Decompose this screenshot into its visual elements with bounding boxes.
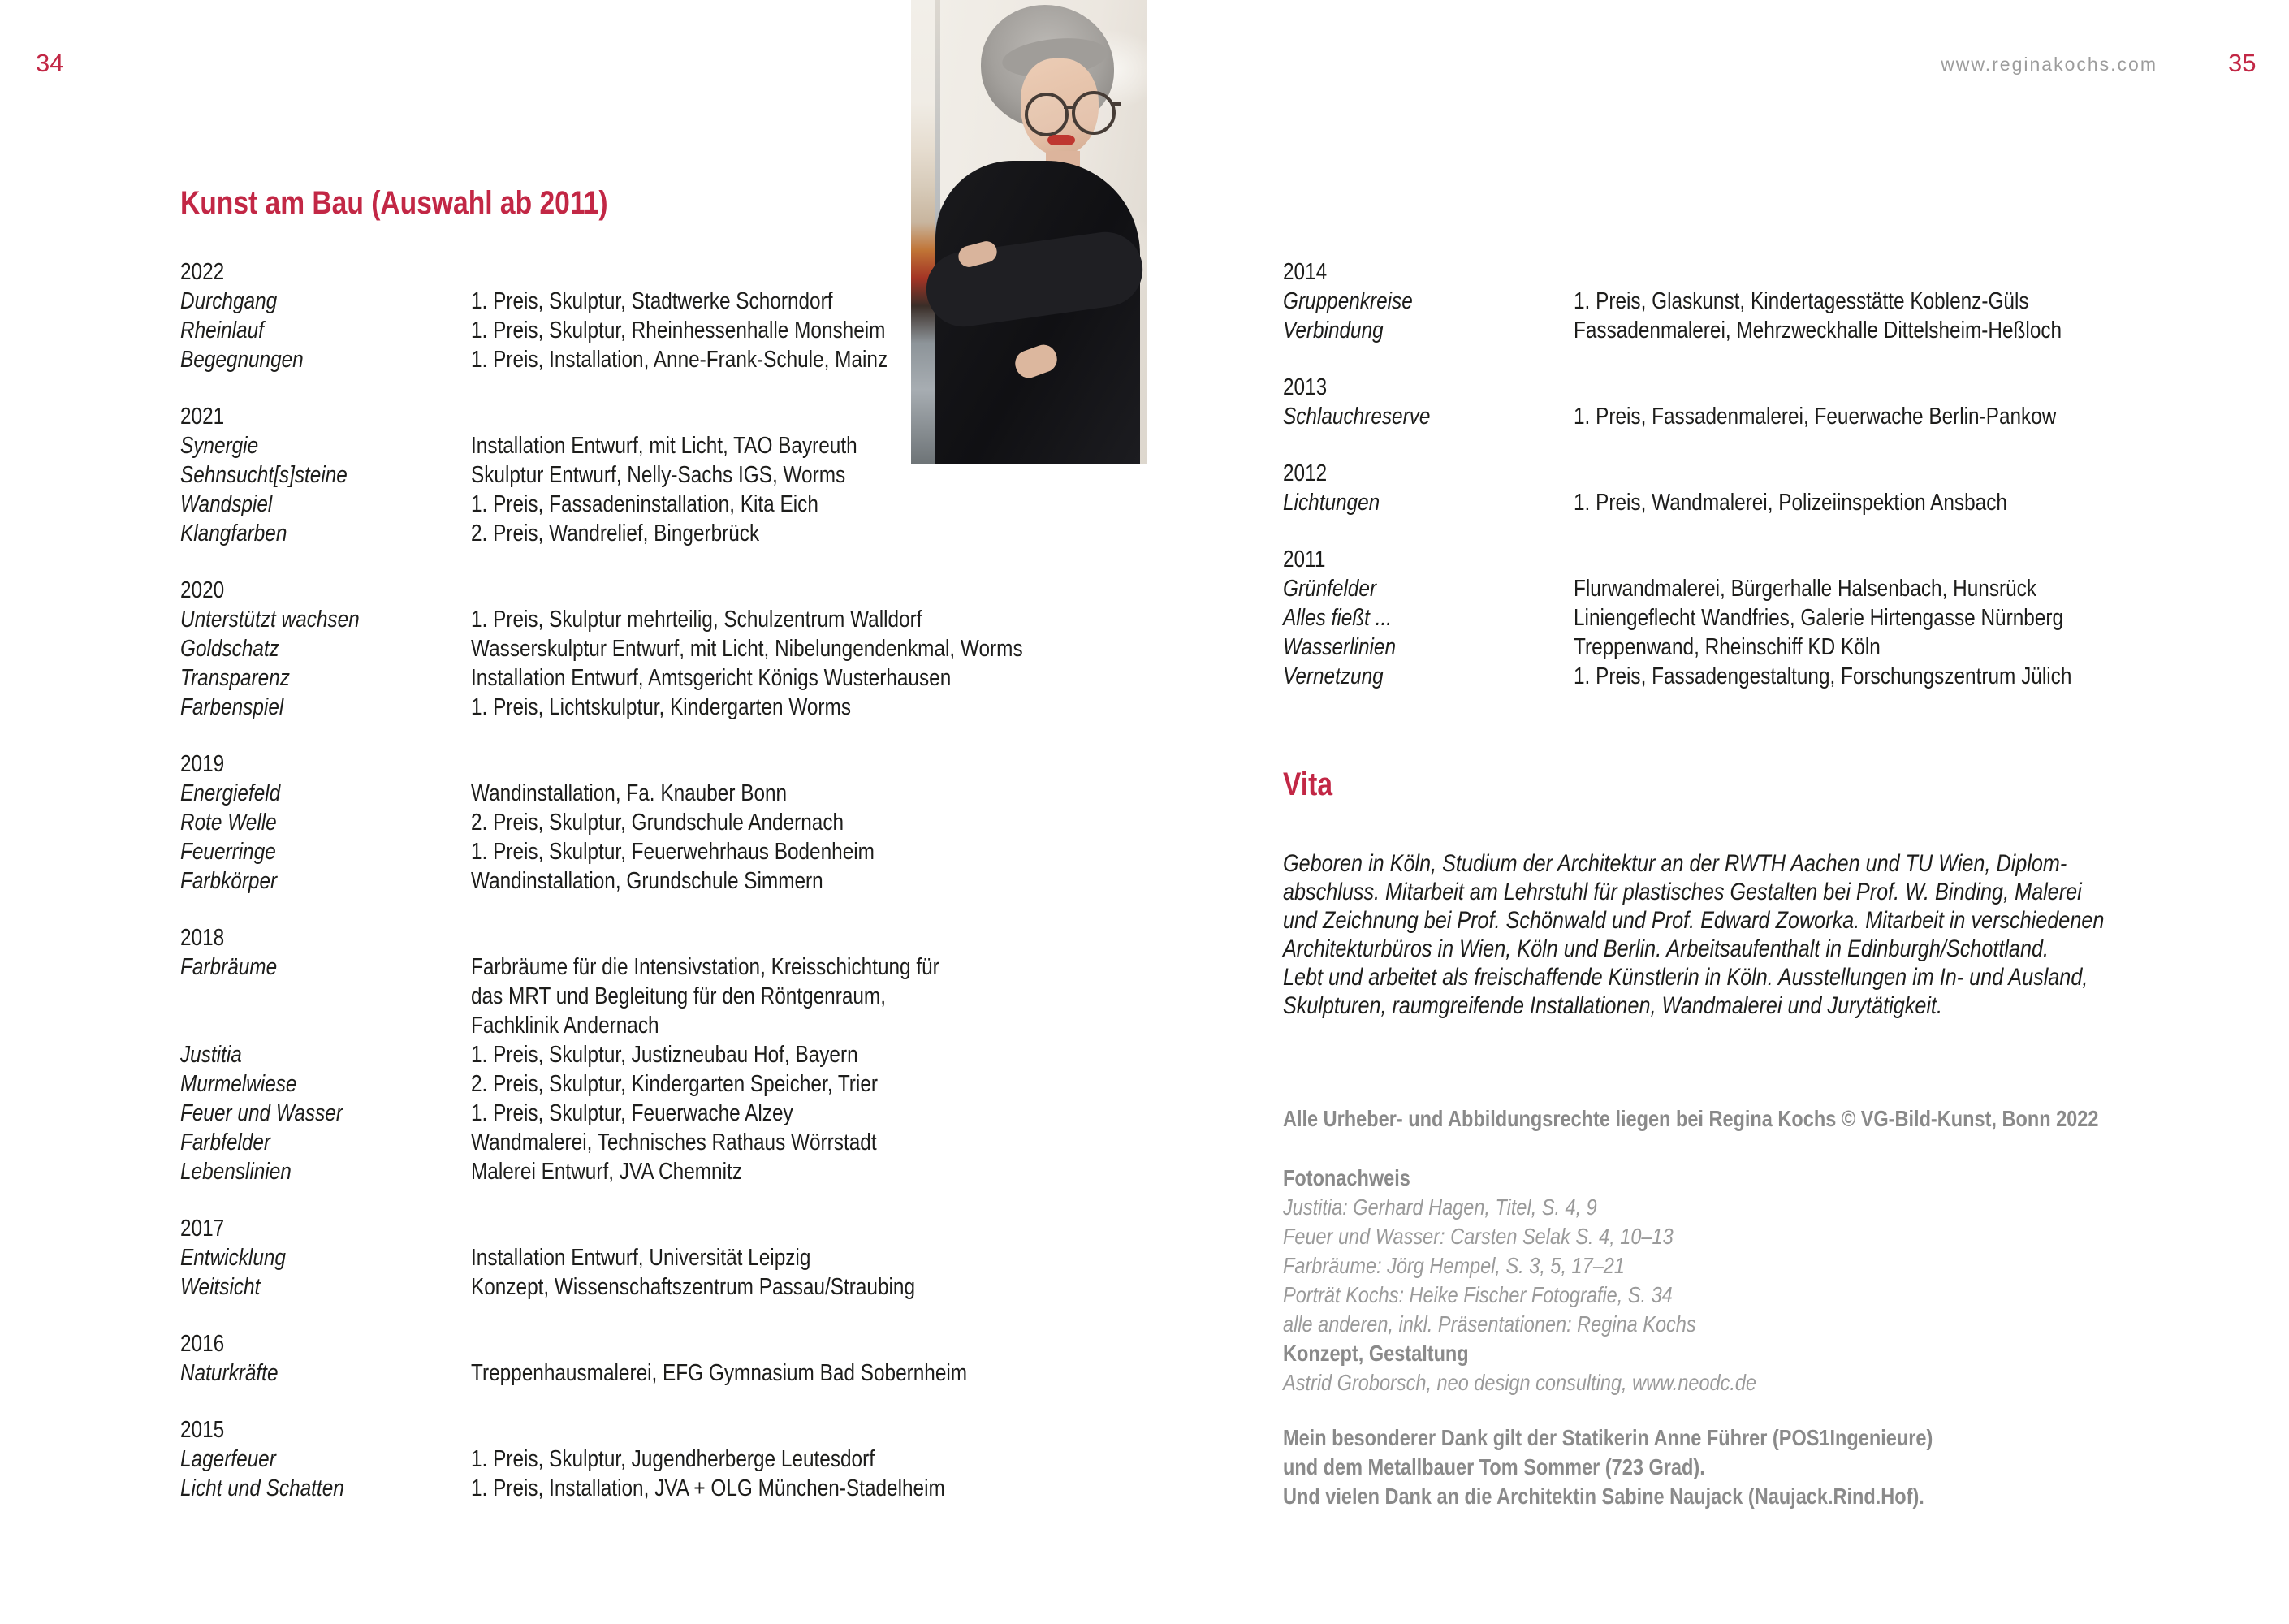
text-line: Skulpturen, raumgreifende Installationen, Wandmalerei und Jurytätigkeit. [1283, 992, 1942, 1019]
work-description [471, 1128, 1128, 1157]
copyright-line [1283, 1104, 2254, 1134]
glasses-left-lens [1025, 93, 1069, 136]
work-description-line: 1. Preis, Lichtskulptur, Kindergarten Worms [471, 694, 852, 720]
work-title: Murmelwiese [180, 1071, 297, 1097]
year-section-2018 [180, 923, 1128, 1186]
list-item [180, 1128, 1128, 1157]
work-description-line: 1. Preis, Installation, JVA + OLG München-Stadelheim [471, 1475, 945, 1501]
work-title: Rheinlauf [180, 317, 264, 343]
list-item [180, 490, 1128, 519]
work-title: Begegnungen [180, 347, 304, 373]
year-label: 2016 [180, 1331, 225, 1357]
work-description [1574, 603, 2166, 633]
work-title: Transparenz [180, 665, 290, 691]
work-title: Synergie [180, 433, 259, 459]
list-item [180, 952, 1128, 1040]
year-label: 2015 [180, 1417, 225, 1443]
work-description [1574, 662, 2166, 691]
konzept-heading: Konzept, Gestaltung [1283, 1341, 1469, 1366]
text-line: Architekturbüros in Wien, Köln und Berlin. Arbeitsaufenthalt in Edinburgh/Schottland. [1283, 935, 2049, 962]
work-description-line: Wandinstallation, Grundschule Simmern [471, 868, 823, 894]
work-description [471, 634, 1128, 663]
work-title: Farbfelder [180, 1129, 271, 1155]
work-description [471, 779, 1128, 808]
credits-block [1283, 1164, 1846, 1397]
text-line: und Zeichnung bei Prof. Schönwald und Prof. Edward Zoworka. Mitarbeit in verschiedenen [1283, 907, 2105, 934]
work-description [471, 1069, 1128, 1099]
work-title: Sehnsucht[s]steine [180, 462, 348, 488]
text-line: alle anderen, inkl. Präsentationen: Regina Kochs [1283, 1311, 1696, 1337]
work-description [471, 1099, 1128, 1128]
list-item [180, 460, 1128, 490]
page-title: Kunst am Bau (Auswahl ab 2011) [180, 185, 608, 221]
work-title: Feuerringe [180, 839, 276, 865]
work-title: Alles fießt ... [1283, 605, 1393, 631]
year-section-2019 [180, 749, 1128, 896]
list-item [180, 1474, 1128, 1503]
list-item [180, 431, 1128, 460]
list-item [180, 316, 1128, 345]
work-title: Durchgang [180, 288, 278, 314]
list-item [180, 1069, 1128, 1099]
year-label: 2019 [180, 751, 225, 777]
year-label: 2022 [180, 259, 225, 285]
text-line: Farbräume: Jörg Hempel, S. 3, 5, 17–21 [1283, 1253, 1625, 1278]
work-description [471, 460, 1128, 490]
work-description [471, 1474, 1128, 1503]
work-title: Lagerfeuer [180, 1446, 276, 1472]
work-description [1574, 488, 2166, 517]
page-number-left: 34 [36, 49, 64, 77]
list-item [180, 519, 1128, 548]
work-description [471, 490, 1128, 519]
year-label: 2020 [180, 577, 225, 603]
work-title: Klangfarben [180, 520, 287, 546]
work-title: Verbindung [1283, 317, 1384, 343]
year-section-2011 [1283, 545, 2166, 691]
work-description-line: 1. Preis, Skulptur, Feuerwache Alzey [471, 1100, 793, 1126]
work-description-line: 1. Preis, Fassadengestaltung, Forschungszentrum Jülich [1574, 663, 2072, 689]
kunst-am-bau-list [180, 257, 1128, 1503]
page-number-right: 35 [2228, 49, 2257, 77]
work-title: Schlauchreserve [1283, 404, 1431, 430]
work-description [471, 605, 1128, 634]
work-description [471, 431, 1128, 460]
year-section-2016 [180, 1329, 1128, 1388]
work-title: Farbräume [180, 954, 278, 980]
work-description-line: 1. Preis, Fassadeninstallation, Kita Eich [471, 491, 818, 517]
work-description [471, 519, 1128, 548]
year-section-2021 [180, 402, 1128, 548]
list-item [180, 1157, 1128, 1186]
work-description [471, 1243, 1128, 1272]
work-title: Feuer und Wasser [180, 1100, 343, 1126]
work-description-line: 1. Preis, Skulptur, Jugendherberge Leutesdorf [471, 1446, 875, 1472]
konzept-credit [1283, 1368, 1846, 1397]
year-section-2017 [180, 1214, 1128, 1302]
work-description-line: Treppenhausmalerei, EFG Gymnasium Bad Sobernheim [471, 1360, 968, 1386]
vita-heading: Vita [1283, 767, 1333, 802]
year-label: 2021 [180, 404, 225, 430]
work-title: Lichtungen [1283, 490, 1380, 516]
list-item [1283, 402, 2166, 431]
work-description [471, 663, 1128, 693]
work-description-line: 1. Preis, Skulptur, Feuerwehrhaus Bodenheim [471, 839, 875, 865]
year-label: 2018 [180, 925, 225, 951]
work-description-line: Fachklinik Andernach [471, 1013, 659, 1039]
list-item [1283, 574, 2166, 603]
work-description-line: Wandmalerei, Technisches Rathaus Wörrstadt [471, 1129, 877, 1155]
thanks-block [1283, 1423, 2057, 1511]
work-title: Weitsicht [180, 1274, 261, 1300]
text-line: Astrid Groborsch, neo design consulting, www.neodc.de [1283, 1370, 1757, 1395]
list-item [1283, 662, 2166, 691]
work-description-line: 1. Preis, Skulptur mehrteilig, Schulzentrum Walldorf [471, 607, 922, 633]
work-description-line: Fassadenmalerei, Mehrzweckhalle Dittelsheim-Heßloch [1574, 317, 2062, 343]
work-description-line: 2. Preis, Wandrelief, Bingerbrück [471, 520, 760, 546]
list-item [1283, 488, 2166, 517]
list-item [180, 837, 1128, 866]
list-item [180, 1358, 1128, 1388]
list-item [180, 634, 1128, 663]
work-description-line: 1. Preis, Skulptur, Stadtwerke Schorndorf [471, 288, 833, 314]
work-description-line: 1. Preis, Skulptur, Justizneubau Hof, Bayern [471, 1042, 858, 1068]
work-description-line: Skulptur Entwurf, Nelly-Sachs IGS, Worms [471, 462, 846, 488]
list-item [180, 1040, 1128, 1069]
work-description [471, 1358, 1128, 1388]
text-line: abschluss. Mitarbeit am Lehrstuhl für plastisches Gestalten bei Prof. W. Binding, Malerei [1283, 879, 2082, 905]
work-description-line: 1. Preis, Skulptur, Rheinhessenhalle Monsheim [471, 317, 886, 343]
year-section-2022 [180, 257, 1128, 374]
copyright-text: Alle Urheber- und Abbildungsrechte liegen bei Regina Kochs © VG-Bild-Kunst, Bonn 2022 [1283, 1106, 2099, 1131]
lips [1047, 135, 1075, 145]
work-title: Grünfelder [1283, 576, 1377, 602]
vita-paragraph [1283, 849, 2261, 1020]
list-item [1283, 633, 2166, 662]
work-description-line: Treppenwand, Rheinschiff KD Köln [1574, 634, 1881, 660]
list-item [180, 1243, 1128, 1272]
photo-credits [1283, 1193, 1846, 1339]
year-label: 2013 [1283, 374, 1328, 400]
work-title: Gruppenkreise [1283, 288, 1413, 314]
work-title: Naturkräfte [180, 1360, 279, 1386]
work-title: Farbkörper [180, 868, 278, 894]
work-description [471, 345, 1128, 374]
work-title: Lebenslinien [180, 1159, 292, 1185]
work-description-line: 2. Preis, Skulptur, Grundschule Andernach [471, 810, 844, 836]
work-description-line: Liniengeflecht Wandfries, Galerie Hirtengasse Nürnberg [1574, 605, 2064, 631]
work-description [471, 808, 1128, 837]
work-description-line: das MRT und Begleitung für den Röntgenraum, [471, 983, 886, 1009]
website-url[interactable]: www.reginakochs.com [1941, 54, 2157, 75]
year-section-2013 [1283, 373, 2166, 431]
work-description [471, 287, 1128, 316]
list-item [180, 605, 1128, 634]
work-description [471, 693, 1128, 722]
work-title: Vernetzung [1283, 663, 1384, 689]
work-title: Justitia [180, 1042, 242, 1068]
year-section-2014 [1283, 257, 2166, 345]
work-description-line: Installation Entwurf, Amtsgericht Königs Wusterhausen [471, 665, 952, 691]
work-description [1574, 574, 2166, 603]
work-description-line: Wasserskulptur Entwurf, mit Licht, Nibelungendenkmal, Worms [471, 636, 1023, 662]
text-line: Porträt Kochs: Heike Fischer Fotografie, S. 34 [1283, 1282, 1673, 1307]
year-section-2012 [1283, 459, 2166, 517]
list-item [1283, 287, 2166, 316]
kunst-am-bau-list-continued [1283, 257, 2166, 691]
work-description-line: Wandinstallation, Fa. Knauber Bonn [471, 780, 788, 806]
work-title: Farbenspiel [180, 694, 284, 720]
work-description-line: Installation Entwurf, Universität Leipzig [471, 1245, 811, 1271]
work-description [471, 1157, 1128, 1186]
list-item [180, 1445, 1128, 1474]
work-description [471, 1445, 1128, 1474]
glasses-temple [1111, 102, 1121, 106]
year-label: 2012 [1283, 460, 1328, 486]
work-title: Rote Welle [180, 810, 277, 836]
text-line: Feuer und Wasser: Carsten Selak S. 4, 10–13 [1283, 1224, 1674, 1249]
work-description [471, 1040, 1128, 1069]
work-description-line: 1. Preis, Fassadenmalerei, Feuerwache Berlin-Pankow [1574, 404, 2057, 430]
list-item [180, 866, 1128, 896]
fotonachweis-heading: Fotonachweis [1283, 1165, 1410, 1190]
work-description-line: 1. Preis, Glaskunst, Kindertagesstätte Koblenz-Güls [1574, 288, 2029, 314]
work-description-line: Flurwandmalerei, Bürgerhalle Halsenbach, Hunsrück [1574, 576, 2037, 602]
work-description-line: Konzept, Wissenschaftszentrum Passau/Straubing [471, 1274, 916, 1300]
glasses-right-lens [1072, 91, 1116, 135]
work-title: Unterstützt wachsen [180, 607, 360, 633]
text-line: und dem Metallbauer Tom Sommer (723 Grad). [1283, 1454, 1705, 1479]
work-title: Entwicklung [180, 1245, 286, 1271]
work-description [471, 952, 1128, 1040]
list-item [180, 693, 1128, 722]
work-title: Goldschatz [180, 636, 279, 662]
work-description-line: 1. Preis, Wandmalerei, Polizeiinspektion Ansbach [1574, 490, 2007, 516]
work-description [471, 837, 1128, 866]
year-label: 2011 [1283, 546, 1326, 572]
work-title: Wandspiel [180, 491, 273, 517]
list-item [1283, 316, 2166, 345]
work-description-line: 2. Preis, Skulptur, Kindergarten Speicher, Trier [471, 1071, 878, 1097]
list-item [180, 287, 1128, 316]
text-line: Mein besonderer Dank gilt der Statikerin Anne Führer (POS1Ingenieure) [1283, 1425, 1933, 1450]
text-line: Und vielen Dank an die Architektin Sabine Naujack (Naujack.Rind.Hof). [1283, 1484, 1924, 1509]
text-line: Geboren in Köln, Studium der Architektur an der RWTH Aachen und TU Wien, Diplom- [1283, 850, 2067, 877]
work-description-line: 1. Preis, Installation, Anne-Frank-Schule, Mainz [471, 347, 888, 373]
list-item [180, 808, 1128, 837]
work-description [471, 866, 1128, 896]
year-section-2020 [180, 576, 1128, 722]
work-title: Licht und Schatten [180, 1475, 344, 1501]
work-title: Energiefeld [180, 780, 281, 806]
work-description [1574, 402, 2166, 431]
list-item [180, 779, 1128, 808]
glasses-bridge [1064, 106, 1073, 109]
text-line: Justitia: Gerhard Hagen, Titel, S. 4, 9 [1283, 1194, 1597, 1220]
list-item [180, 345, 1128, 374]
list-item [180, 1272, 1128, 1302]
text-line: Lebt und arbeitet als freischaffende Künstlerin in Köln. Ausstellungen im In- und Ausland, [1283, 964, 2088, 991]
work-description-line: Installation Entwurf, mit Licht, TAO Bayreuth [471, 433, 857, 459]
year-label: 2017 [180, 1216, 225, 1242]
list-item [180, 663, 1128, 693]
work-description [1574, 633, 2166, 662]
list-item [180, 1099, 1128, 1128]
work-description [471, 316, 1128, 345]
list-item [1283, 603, 2166, 633]
year-section-2015 [180, 1415, 1128, 1503]
work-description [1574, 287, 2166, 316]
work-description [1574, 316, 2166, 345]
work-description-line: Farbräume für die Intensivstation, Kreisschichtung für [471, 954, 939, 980]
work-description-line: Malerei Entwurf, JVA Chemnitz [471, 1159, 742, 1185]
work-description [471, 1272, 1128, 1302]
work-title: Wasserlinien [1283, 634, 1397, 660]
year-label: 2014 [1283, 259, 1328, 285]
